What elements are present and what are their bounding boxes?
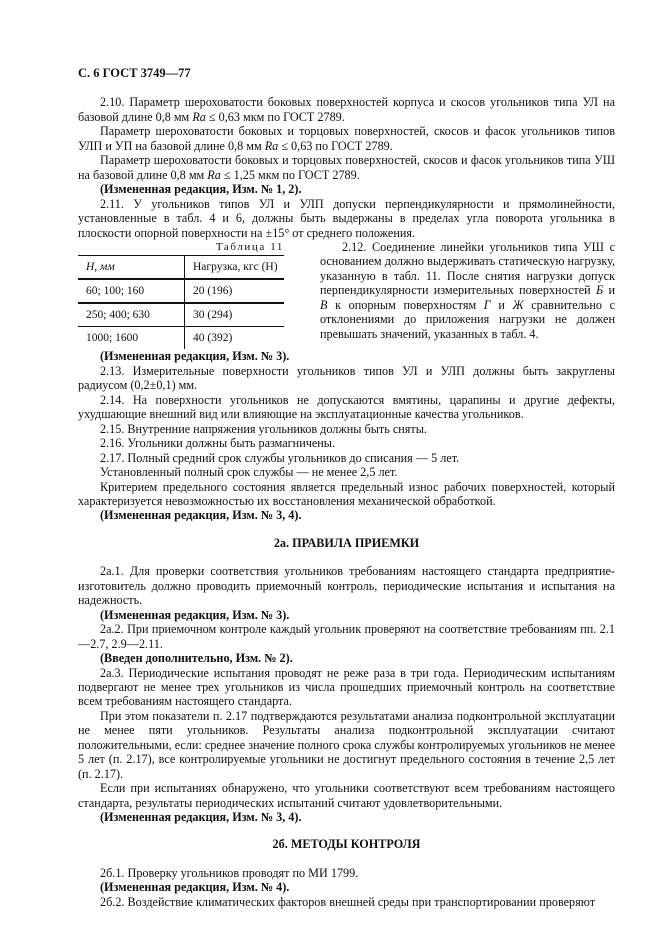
paragraph-2-15: 2.15. Внутренние напряжения угольников должны быть сняты. xyxy=(100,421,427,436)
cell: 250; 400; 630 xyxy=(78,303,185,327)
text: 2.10. Параметр шероховатости боковых поверхностей корпуса и скосов угольников типа УЛ на базовой длине 0,8 мм xyxy=(78,95,615,124)
amendment-note: (Введен дополнительно, Изм. № 2). xyxy=(100,651,293,666)
paragraph-2-11: 2.11. У угольников типов УЛ и УЛП допуски перпендикулярности и прямолинейности, установленные в табл. 4 и 6, должны быть выдержаны в пределах угла поворота угольника в плоскости опорной поверхности на ±15° от среднего положения. xyxy=(78,196,615,240)
paragraph-2a-1: 2а.1. Для проверки соответствия угольников требованиям настоящего стандарта предприятие-изготовитель должно проводить приемочный контроль, периодические испытания и испытания на надежность. xyxy=(78,564,615,608)
table-11 xyxy=(78,240,284,349)
text: Параметр шероховатости боковых и торцовых поверхностей, скосов и фасок угольников типов УЛП и УП на базовой длине 0,8 мм xyxy=(78,124,615,153)
column-header-h xyxy=(78,256,185,280)
table-header-row xyxy=(78,256,284,280)
paragraph-2a-3-b: При этом показатели п. 2.17 подтверждаются результатами анализа подконтрольной эксплуатации не менее пяти угольников. Результаты анализа подконтрольной эксплуатации считают положительными, если: среднее значение полного срока службы контролируемых угольников не менее 5 лет (п. 2.17), все контролируемые угольники не достигнут предельного состояния в течение 2,5 лет (п. 2.17). xyxy=(78,708,615,781)
paragraph-2-12 xyxy=(320,240,615,341)
paragraph-2-10-c xyxy=(78,153,615,182)
surface-label: Ж xyxy=(512,297,524,312)
amendment-note: (Измененная редакция, Изм. № 3, 4). xyxy=(100,810,302,825)
text: ≤ 0,63 мкм по ГОСТ 2789. xyxy=(205,109,345,124)
paragraph-2a-2: 2а.2. При приемочном контроле каждый угольник проверяют на соответствие требованиям пп. 2.1—2.7, 2.9—2.11. xyxy=(78,622,615,651)
paragraph-2-16: 2.16. Угольники должны быть размагничены. xyxy=(100,436,336,451)
paragraph-2-12-column xyxy=(320,240,615,349)
text: и xyxy=(490,297,513,312)
paragraph-2b-1: 2б.1. Проверку угольников проводят по МИ 1799. xyxy=(100,865,359,880)
text: к опорным поверхностям xyxy=(327,297,484,312)
table-section xyxy=(78,240,615,349)
load-table xyxy=(78,255,284,349)
text: ≤ 1,25 мкм по ГОСТ 2789. xyxy=(220,167,360,182)
table-row xyxy=(78,327,284,350)
section-heading-2b: 2б. МЕТОДЫ КОНТРОЛЯ xyxy=(272,837,421,852)
column-header-load: Нагрузка, кгс (Н) xyxy=(185,256,285,280)
text: ≤ 0,63 по ГОСТ 2789. xyxy=(278,138,393,153)
surface-label: В xyxy=(320,297,328,312)
paragraph-2-10-b xyxy=(78,124,615,153)
paragraph-2-17: 2.17. Полный средний срок службы угольников до списания — 5 лет. xyxy=(100,450,460,465)
amendment-note: (Измененная редакция, Изм. № 3, 4). xyxy=(100,508,302,523)
document-page xyxy=(78,66,615,909)
paragraph-2-17-b: Установленный полный срок службы — не менее 2,5 лет. xyxy=(100,465,398,480)
ra-symbol: Ra xyxy=(192,109,206,124)
paragraph-2-13: 2.13. Измерительные поверхности угольников типов УЛ и УЛП должны быть закруглены радиусом (0,2±0,1) мм. xyxy=(78,363,615,393)
paragraph-2-14: 2.14. На поверхности угольников не допускаются вмятины, царапины и другие дефекты, ухудшающие внешний вид или влияющие на эксплуатационные качества угольников. xyxy=(78,392,615,422)
paragraph-2a-3: 2а.3. Периодические испытания проводят не реже раза в три года. Периодическим испытаниям подвергают не менее трех угольников из числа прошедших приемочный контроль на соответствие всем требованиям настоящего стандарта. xyxy=(78,665,615,709)
cell: 1000; 1600 xyxy=(78,327,185,350)
paragraph-2-10 xyxy=(78,95,615,124)
amendment-note: (Измененная редакция, Изм. № 3). xyxy=(100,349,290,364)
surface-label: Б xyxy=(595,283,604,298)
ra-symbol: Ra xyxy=(264,138,279,153)
cell: 30 (294) xyxy=(185,303,285,327)
amendment-note: (Измененная редакция, Изм. № 3). xyxy=(100,607,290,622)
amendment-note: (Измененная редакция, Изм. № 1, 2). xyxy=(100,182,302,197)
table-row xyxy=(78,279,284,303)
paragraph-2b-2: 2б.2. Воздействие климатических факторов внешней среды при транспортировании проверяют xyxy=(100,894,596,909)
cell: 20 (196) xyxy=(185,279,285,303)
amendment-note: (Измененная редакция, Изм. № 4). xyxy=(100,880,290,895)
section-heading-2a: 2а. ПРАВИЛА ПРИЕМКИ xyxy=(273,535,420,550)
ra-symbol: Ra xyxy=(207,167,221,182)
text: Параметр шероховатости боковых и торцовых поверхностей, скосов и фасок угольников типа УШ на базовой длине 0,8 мм xyxy=(78,153,615,182)
surface-label: Г xyxy=(483,297,491,312)
text: 2.12. Соединение линейки угольников типа УШ с основанием должно выдерживать статическую нагрузку, указанную в табл. 11. После снятия нагрузки допуск перпендикулярности измерительных поверхностей xyxy=(320,239,615,298)
table-row xyxy=(78,303,284,327)
page-header: С. 6 ГОСТ 3749—77 xyxy=(78,66,191,80)
paragraph-2-17-c: Критерием предельного состояния является предельный износ рабочих поверхностей, который характеризуется невозможностью их восстановления механической обработкой. xyxy=(78,479,615,508)
paragraph-2a-3-c: Если при испытаниях обнаружено, что угольники соответствуют всем требованиям настоящего стандарта, результаты периодических испытаний считают удовлетворительными. xyxy=(78,781,615,810)
text: и xyxy=(603,283,615,298)
text: сравнительно с отклонениями до приложения нагрузки не должен превышать значений, указанных в табл. 4. xyxy=(320,297,615,341)
table-caption: Таблица 11 xyxy=(215,240,284,253)
header-text: H, мм xyxy=(86,260,115,273)
cell: 40 (392) xyxy=(193,331,233,344)
cell: 60; 100; 160 xyxy=(78,279,185,303)
